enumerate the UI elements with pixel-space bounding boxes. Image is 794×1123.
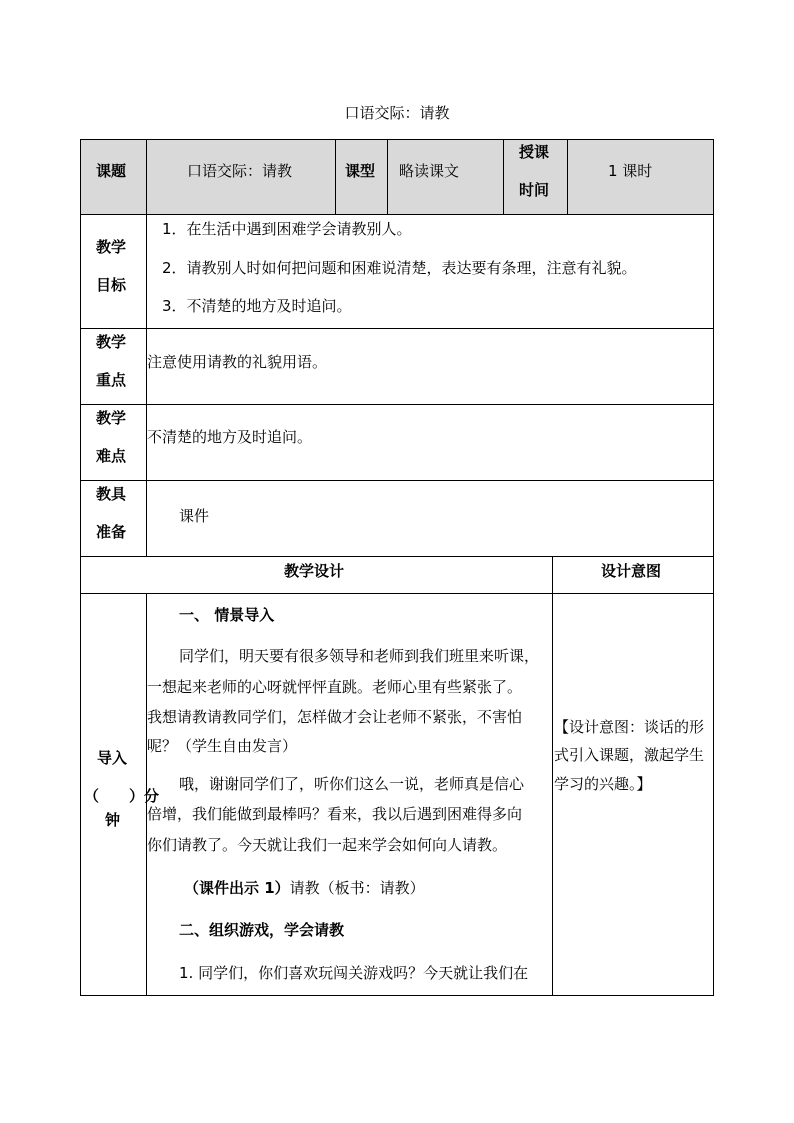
paragraph-line: 1. 同学们，你们喜欢玩闯关游戏吗？今天就让我们在 [179,964,529,982]
table-row-divider [80,214,714,215]
table-row-divider [80,404,714,405]
intro-label-line3: 钟 [105,811,121,829]
topic-label: 课题 [96,162,127,180]
table-col-divider [552,556,553,995]
section-heading: 二、组织游戏，学会请教 [179,921,345,939]
materials-label-line1: 教具 [96,485,127,503]
goal-item: 1．在生活中遇到困难学会请教别人。 [162,220,412,238]
materials-text: 课件 [179,507,210,525]
section-heading: 一、 情景导入 [179,606,275,624]
paragraph-line: 哦，谢谢同学们了，听你们这么一说，老师真是信心 [179,775,525,793]
table-col-divider [503,139,504,214]
difficulties-text: 不清楚的地方及时追问。 [147,428,313,446]
paragraph-line [184,878,425,898]
table-col-divider [146,139,147,556]
table-border-top [80,139,714,140]
design-intent-line: 【设计意图：谈话的形 [554,718,705,736]
table-col-divider [387,139,388,214]
table-row-divider [80,480,714,481]
time-label-line1: 授课 [519,143,550,161]
difficulties-label-line2: 难点 [96,447,127,465]
paragraph-line: 呢？（学生自由发言） [147,737,298,755]
table-row-divider [80,593,714,594]
paragraph-line: 我想请教请教同学们，怎样做才会让老师不紧张，不害怕 [147,708,523,726]
paragraph-line: 你们请教了。今天就让我们一起来学会如何向人请教。 [147,836,508,854]
courseware-note: （课件出示 1） [184,879,290,897]
intro-label-line2: （ ）分 [84,787,160,805]
difficulties-label-line1: 教学 [96,409,127,427]
table-row-divider [80,556,714,557]
courseware-text: 请教（板书：请教） [289,879,425,897]
design-header-left: 教学设计 [284,562,345,580]
paragraph-line: 同学们，明天要有很多领导和老师到我们班里来听课， [179,647,540,665]
key-points-label-line2: 重点 [96,371,127,389]
table-border-left [80,139,81,996]
time-label-line2: 时间 [519,181,550,199]
time-value: 1 课时 [608,162,653,180]
topic-value: 口语交际：请教 [187,162,293,180]
table-col-divider [567,139,568,214]
page-title: 口语交际：请教 [344,104,450,122]
intro-label-line1: 导入 [97,749,128,767]
table-border-right [713,139,714,996]
goal-item: 3．不清楚的地方及时追问。 [162,297,352,315]
key-points-text: 注意使用请教的礼貌用语。 [147,353,328,371]
materials-label-line2: 准备 [96,523,127,541]
type-value: 略读课文 [399,162,460,180]
type-label: 课型 [345,162,376,180]
goal-item: 2．请教别人时如何把问题和困难说清楚，表达要有条理，注意有礼貌。 [162,259,637,277]
paragraph-line: 倍增，我们能做到最棒吗？看来，我以后遇到困难得多向 [147,805,523,823]
design-intent-line: 式引入课题，激起学生 [554,746,705,764]
paragraph-line: 一想起来老师的心呀就怦怦直跳。老师心里有些紧张了。 [147,678,523,696]
goals-label-line2: 目标 [96,276,127,294]
design-header-right: 设计意图 [601,562,662,580]
table-row-divider [80,328,714,329]
key-points-label-line1: 教学 [96,333,127,351]
table-border-bottom [80,995,714,996]
table-col-divider [335,139,336,214]
goals-label-line1: 教学 [96,238,127,256]
design-intent-line: 学习的兴趣。】 [554,775,652,793]
